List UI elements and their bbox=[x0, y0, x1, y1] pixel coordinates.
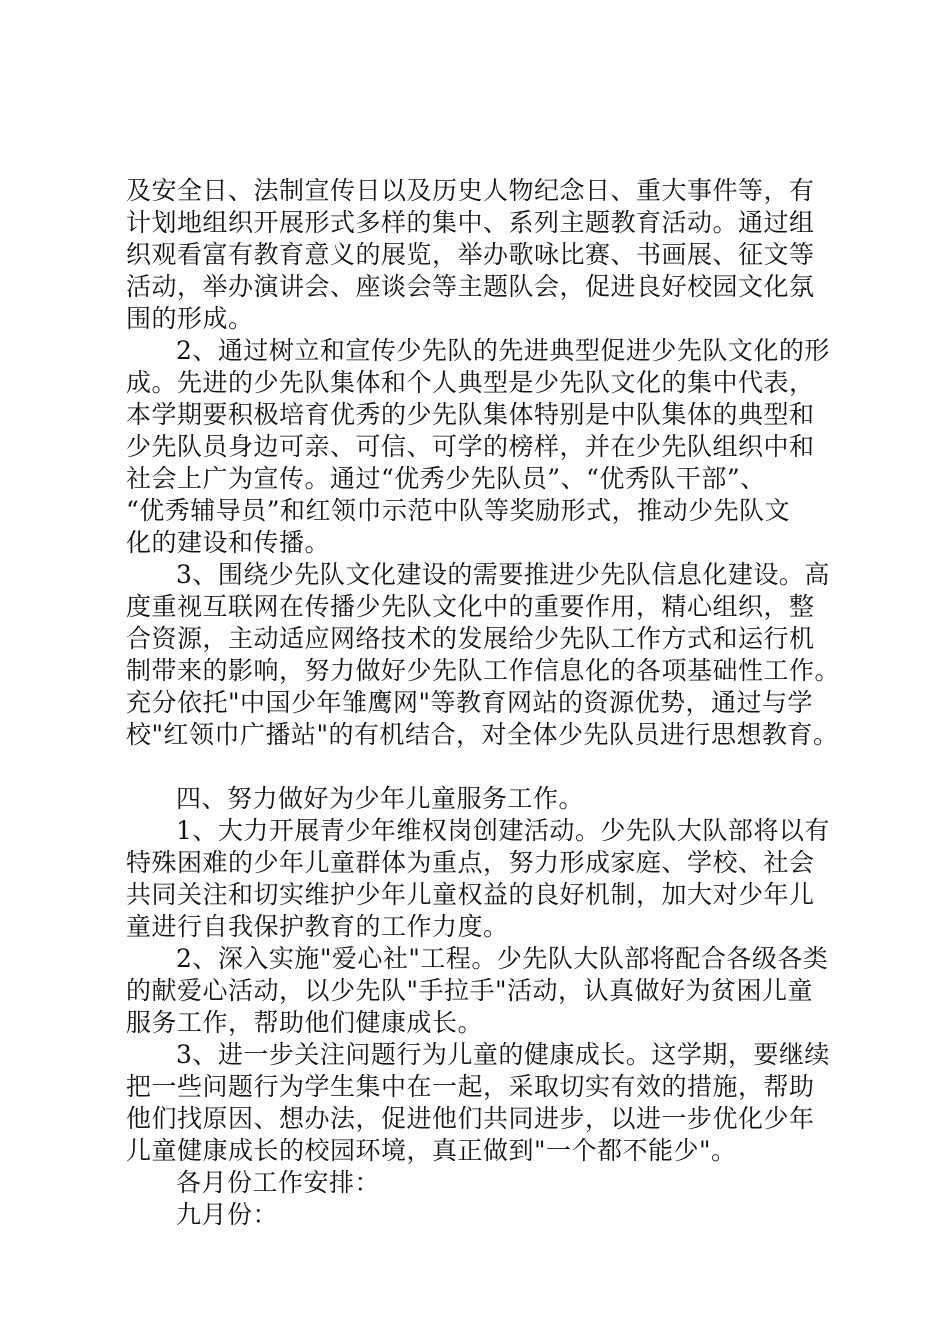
text-line: 2、深入实施"爱心社"工程。少先队大队部将配合各级各类 bbox=[176, 944, 829, 973]
text-line: 校"红领巾广播站"的有机结合，对全体少先队员进行思想教育。 bbox=[126, 720, 839, 749]
text-line: 充分依托"中国少年雏鹰网"等教育网站的资源优势，通过与学 bbox=[126, 688, 814, 717]
text-line: 3、进一步关注问题行为儿童的健康成长。这学期，要继续 bbox=[176, 1040, 830, 1069]
text-line: 合资源，主动适应网络技术的发展给少先队工作方式和运行机 bbox=[126, 624, 815, 653]
text-line: 少先队员身边可亲、可信、可学的榜样，并在少先队组织中和 bbox=[126, 432, 815, 461]
text-line: 各月份工作安排： bbox=[176, 1168, 381, 1197]
text-line: “优秀辅导员”和红领巾示范中队等奖励形式，推动少先队文 bbox=[126, 496, 791, 525]
text-line: 四、努力做好为少年儿童服务工作。 bbox=[176, 784, 585, 813]
text-line: 度重视互联网在传播少先队文化中的重要作用，精心组织，整 bbox=[126, 592, 815, 621]
text-line: 计划地组织开展形式多样的集中、系列主题教育活动。通过组 bbox=[126, 208, 815, 237]
text-line: 童进行自我保护教育的工作力度。 bbox=[126, 912, 509, 941]
text-line: 1、大力开展青少年维权岗创建活动。少先队大队部将以有 bbox=[176, 816, 830, 845]
document-body bbox=[126, 175, 841, 1231]
text-line: 围的形成。 bbox=[126, 304, 254, 333]
text-line: 儿童健康成长的校园环境，真正做到"一个都不能少"。 bbox=[126, 1136, 737, 1165]
text-line: 把一些问题行为学生集中在一起，采取切实有效的措施，帮助 bbox=[126, 1072, 815, 1101]
text-line: 的献爱心活动，以少先队"手拉手"活动，认真做好为贫困儿童 bbox=[126, 976, 814, 1005]
text-line: 及安全日、法制宣传日以及历史人物纪念日、重大事件等，有 bbox=[126, 176, 815, 205]
text-line: 2、通过树立和宣传少先队的先进典型促进少先队文化的形 bbox=[176, 336, 830, 365]
text-line: 织观看富有教育意义的展览，举办歌咏比赛、书画展、征文等 bbox=[126, 240, 815, 269]
text-line: 共同关注和切实维护少年儿童权益的良好机制，加大对少年儿 bbox=[126, 880, 815, 909]
text-line: 3、围绕少先队文化建设的需要推进少先队信息化建设。高 bbox=[176, 560, 830, 589]
text-line: 特殊困难的少年儿童群体为重点，努力形成家庭、学校、社会 bbox=[126, 848, 815, 877]
blank-line bbox=[126, 751, 826, 783]
text-line: 本学期要积极培育优秀的少先队集体特别是中队集体的典型和 bbox=[126, 400, 815, 429]
text-line: 活动，举办演讲会、座谈会等主题队会，促进良好校园文化氛 bbox=[126, 272, 815, 301]
text-line: 成。先进的少先队集体和个人典型是少先队文化的集中代表， bbox=[126, 368, 815, 397]
text-line: 社会上广为宣传。通过“优秀少先队员”、“优秀队干部”、 bbox=[126, 464, 766, 493]
text-line: 九月份： bbox=[176, 1200, 279, 1229]
text-line: 化的建设和传播。 bbox=[126, 528, 331, 557]
text-line: 服务工作，帮助他们健康成长。 bbox=[126, 1008, 484, 1037]
text-line: 制带来的影响，努力做好少先队工作信息化的各项基础性工作。 bbox=[126, 656, 841, 685]
text-line: 他们找原因、想办法，促进他们共同进步，以进一步优化少年 bbox=[126, 1104, 815, 1133]
